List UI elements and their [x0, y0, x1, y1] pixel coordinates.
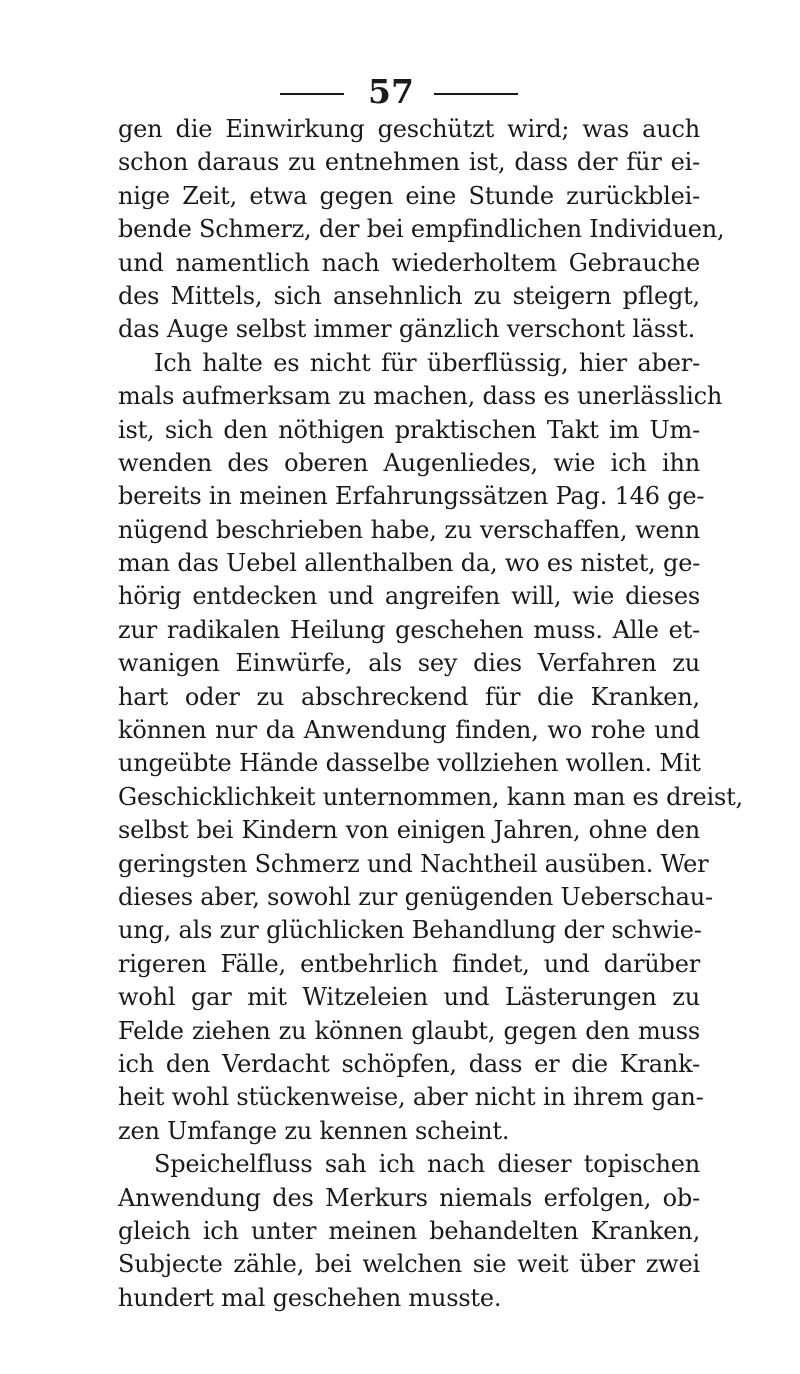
text-line: wohl gar mit Witzeleien und Lästerungen zu — [118, 983, 700, 1012]
text-line: Speichelfluss sah ich nach dieser topischen — [154, 1150, 700, 1179]
page-header — [0, 70, 800, 110]
text-line: heit wohl stückenweise, aber nicht in ihrem gan- — [118, 1083, 704, 1112]
text-line: ung, als zur glüchlicken Behandlung der schwie- — [118, 916, 702, 945]
header-rule-left — [280, 93, 344, 95]
text-line: mals aufmerksam zu machen, dass es unerlässlich — [118, 382, 723, 411]
text-line: ist, sich den nöthigen praktischen Takt im Um- — [118, 415, 700, 444]
text-line: und namentlich nach wiederholtem Gebrauche — [118, 248, 700, 277]
text-line: dieses aber, sowohl zur genügenden Ueberschau- — [118, 882, 713, 911]
text-line: gleich ich unter meinen behandelten Kranken, — [118, 1216, 700, 1245]
text-line: schon daraus zu entnehmen ist, dass der für ei- — [118, 148, 700, 177]
text-line: wanigen Einwürfe, als sey dies Verfahren zu — [118, 649, 700, 678]
text-line: geringsten Schmerz und Nachtheil ausüben. Wer — [118, 849, 709, 878]
text-line: rigeren Fälle, entbehrlich findet, und darüber — [118, 949, 700, 978]
text-line: Subjecte zähle, bei welchen sie weit über zwei — [118, 1250, 700, 1279]
text-line: zen Umfange zu kennen scheint. — [118, 1116, 510, 1145]
page-number: 57 — [368, 72, 414, 111]
text-line: wenden des oberen Augenliedes, wie ich ihn — [118, 448, 700, 477]
text-line: man das Uebel allenthalben da, wo es nistet, ge- — [118, 549, 701, 578]
text-line: des Mittels, sich ansehnlich zu steigern pflegt, — [118, 281, 700, 310]
text-line: hart oder zu abschreckend für die Kranken, — [118, 682, 700, 711]
text-line: ungeübte Hände dasselbe vollziehen wollen. Mit — [118, 749, 701, 778]
text-line: Geschicklichkeit unternommen, kann man es dreist, — [118, 782, 743, 811]
text-line: das Auge selbst immer gänzlich verschont lässt. — [118, 315, 696, 344]
text-line: nige Zeit, etwa gegen eine Stunde zurückblei- — [118, 181, 700, 210]
text-line: hundert mal geschehen musste. — [118, 1283, 502, 1312]
text-line: Felde ziehen zu können glaubt, gegen den muss — [118, 1016, 700, 1045]
text-line: gen die Einwirkung geschützt wird; was auch — [118, 115, 700, 143]
text-line: Anwendung des Merkurs niemals erfolgen, ob- — [118, 1183, 700, 1212]
text-line: selbst bei Kindern von einigen Jahren, ohne den — [118, 816, 700, 845]
text-line: hörig entdecken und angreifen will, wie dieses — [118, 582, 700, 611]
text-line: Ich halte es nicht für überflüssig, hier aber- — [154, 348, 700, 377]
text-line: bende Schmerz, der bei empfindlichen Individuen, — [118, 215, 725, 244]
text-line: zur radikalen Heilung geschehen muss. Alle et- — [118, 615, 700, 644]
text-line: nügend beschrieben habe, zu verschaffen, wenn — [118, 515, 700, 544]
body-text — [118, 113, 743, 1315]
header-rule-right — [434, 93, 518, 95]
text-line: ich den Verdacht schöpfen, dass er die Krank- — [118, 1049, 700, 1078]
text-line: können nur da Anwendung finden, wo rohe und — [118, 716, 700, 745]
text-line: bereits in meinen Erfahrungssätzen Pag. 146 ge- — [118, 482, 705, 511]
